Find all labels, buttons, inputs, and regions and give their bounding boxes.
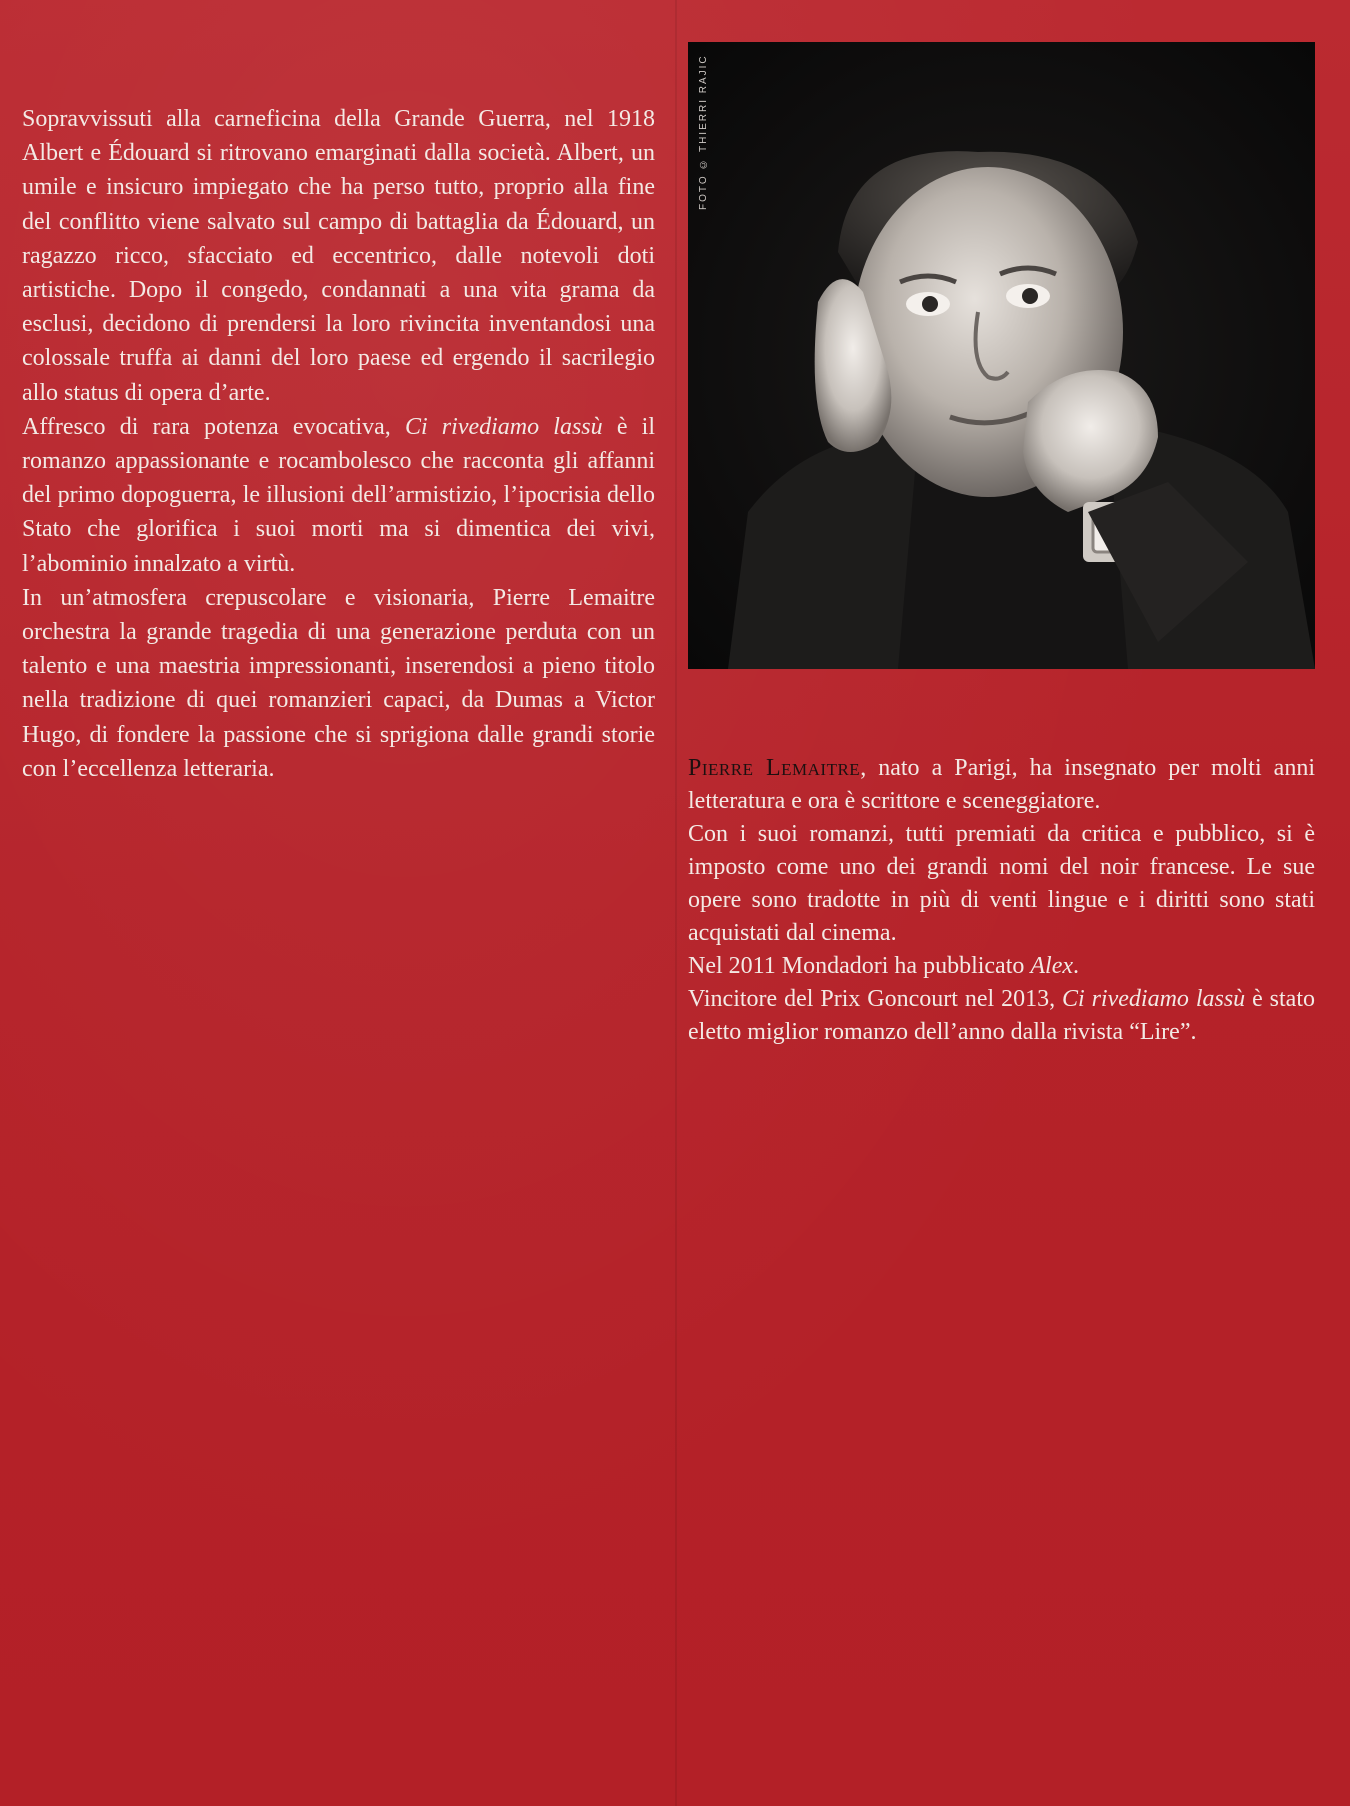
- book-title: Ci rivediamo lassù: [1062, 986, 1246, 1012]
- synopsis-paragraph-2: [22, 410, 655, 581]
- synopsis-text-span: è il romanzo appassionante e rocambolesco che racconta gli affanni del primo dopoguerra, le illusioni dell’armistizio, l’ipocrisia dello Stato che glorifica i suoi morti ma si dimentica dei vivi, l’abominio innalzato a virtù.: [22, 413, 656, 577]
- book-title: Ci rivediamo lassù: [404, 413, 603, 440]
- bio-text-span: Vincitore del Prix Goncourt nel 2013,: [688, 986, 1062, 1012]
- book-title-alex: Alex: [1030, 953, 1074, 979]
- photo-credit: FOTO © THIERRI RAJIC: [698, 54, 709, 210]
- author-name: Pierre Lemaitre: [688, 755, 861, 781]
- bio-paragraph-2: Con i suoi romanzi, tutti premiati da critica e pubblico, si è imposto come uno dei grandi nomi del noir francese. Le sue opere sono tradotte in più di venti lingue e i diritti sono stati acquistati dal cinema.: [688, 821, 1315, 946]
- bio-text-span: è stato eletto miglior romanzo dell’anno dalla rivista “Lire”.: [688, 986, 1316, 1045]
- bio-text-span: Nel 2011 Mondadori ha pubblicato: [688, 953, 1031, 979]
- author-photo: [688, 42, 1315, 669]
- synopsis-paragraph-3: In un’atmosfera crepuscolare e visionaria, Pierre Lemaitre orchestra la grande tragedia di una generazione perduta con un talento e una maestria impressionanti, inserendosi a pieno titolo nella tradizione di quei romanzieri capaci, da Dumas a Victor Hugo, di fondere la passione che si sprigiona dalle grandi storie con l’eccellenza letteraria.: [22, 584, 655, 782]
- bio-paragraph-4: [688, 983, 1315, 1049]
- bio-text-span: , nato a Parigi, ha insegnato per molti anni letteratura e ora è scrittore e sceneggiatore.: [688, 755, 1315, 814]
- synopsis-text-span: Affresco di rara potenza evocativa,: [22, 413, 405, 440]
- synopsis-text: [22, 102, 655, 786]
- cover-fold-line: [675, 0, 677, 1806]
- bio-text-span: .: [1073, 953, 1080, 979]
- author-portrait-image: [688, 42, 1315, 669]
- author-bio: [688, 752, 1315, 1049]
- bio-paragraph-1: [688, 752, 1315, 818]
- bio-paragraph-3: [688, 950, 1315, 983]
- synopsis-paragraph-1: Sopravvissuti alla carneficina della Grande Guerra, nel 1918 Albert e Édouard si ritrovano emarginati dalla società. Albert, un umile e insicuro impiegato che ha perso tutto, proprio alla fine del conflitto viene salvato sul campo di battaglia da Édouard, un ragazzo ricco, sfacciato ed eccentrico, dalle notevoli doti artistiche. Dopo il congedo, condannati a una vita grama da esclusi, decidono di prendersi la loro rivincita inventandosi una colossale truffa ai danni del loro paese ed ergendo il sacrilegio allo status di opera d’arte.: [22, 106, 655, 406]
